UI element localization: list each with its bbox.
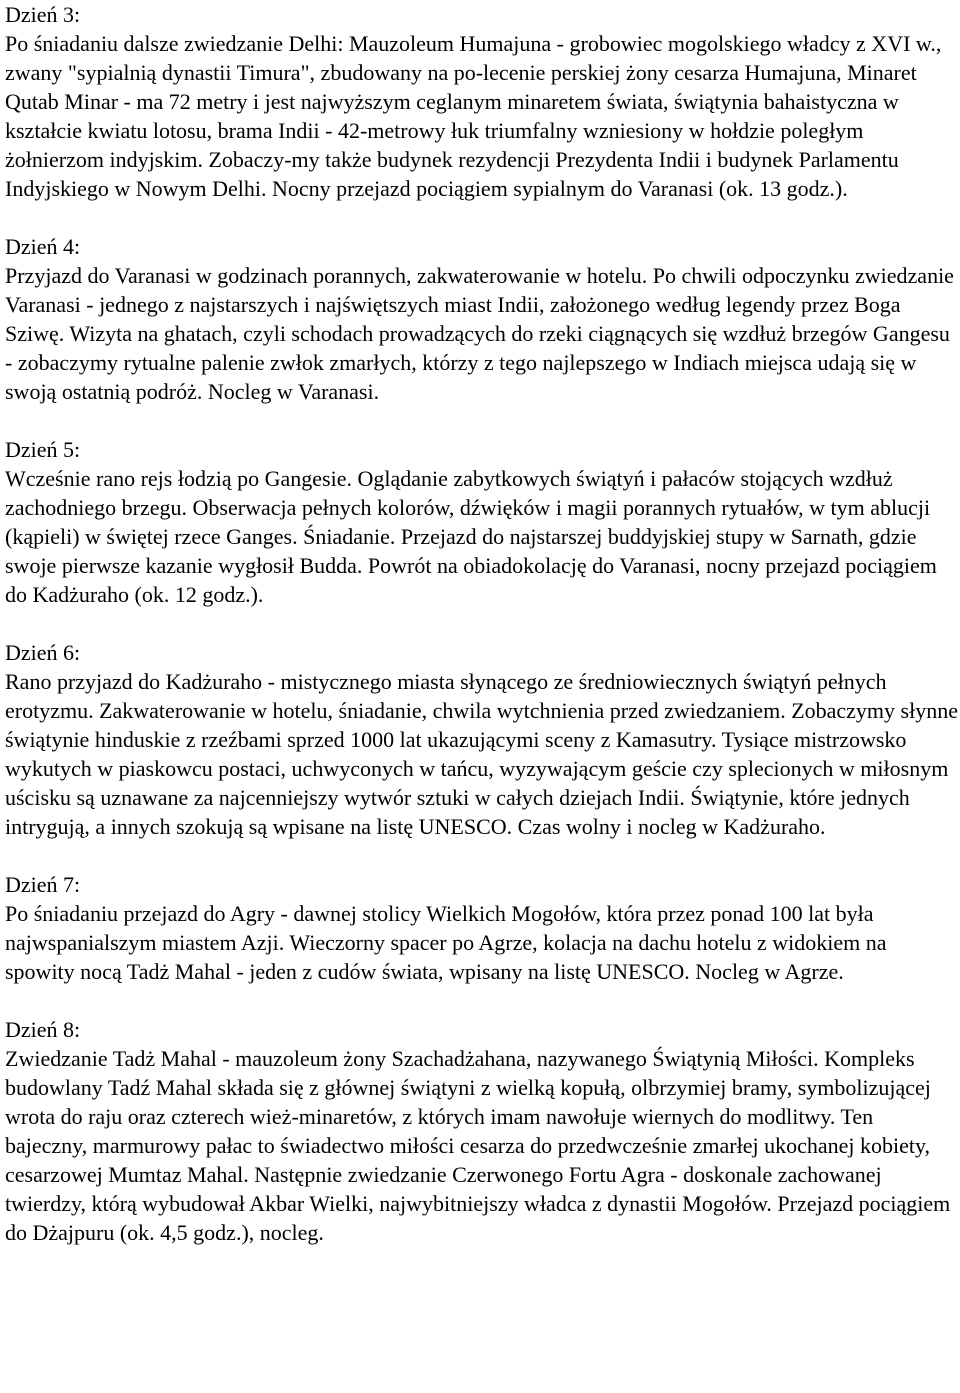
day-description: Przyjazd do Varanasi w godzinach porannych, zakwaterowanie w hotelu. Po chwili odpoczynku zwiedzanie Varanasi - jednego z najstarszych i najświętszych miast Indii, założonego według legendy przez Boga Sziwę. Wizyta na ghatach, czyli schodach prowadzących do rzeki ciągnących się wzdłuż brzegów Gangesu - zobaczymy rytualne palenie zwłok zmarłych, którzy z tego najlepszego w Indiach miejsca udają się w swoją ostatnią podróż. Nocleg w Varanasi. — [5, 263, 954, 404]
day-8-section — [5, 1015, 960, 1247]
day-heading: Dzień 4: — [5, 234, 81, 259]
day-description: Rano przyjazd do Kadżuraho - mistycznego miasta słynącego ze średniowiecznych świątyń pełnych erotyzmu. Zakwaterowanie w hotelu, śniadanie, chwila wytchnienia przed zwiedzaniem. Zobaczymy słynne świątynie hinduskie z rzeźbami sprzed 1000 lat ukazującymi sceny z Kamasutry. Tysiące mistrzowsko wykutych w piaskowcu postaci, uchwyconych w tańcu, wyzywającym geście czy splecionych w miłosnym uścisku są uznawane za najcenniejszy wytwór sztuki w całych dziejach Indii. Świątynie, które jednych intrygują, a innych szokują są wpisane na listę UNESCO. Czas wolny i nocleg w Kadżuraho. — [5, 669, 958, 839]
day-heading: Dzień 6: — [5, 640, 81, 665]
day-description: Wcześnie rano rejs łodzią po Gangesie. Oglądanie zabytkowych świątyń i pałaców stojących wzdłuż zachodniego brzegu. Obserwacja pełnych kolorów, dźwięków i magii porannych rytuałów, w tym ablucji (kąpieli) w świętej rzece Ganges. Śniadanie. Przejazd do najstarszej buddyjskiej stupy w Sarnath, gdzie swoje pierwsze kazanie wygłosił Budda. Powrót na obiadokolację do Varanasi, nocny przejazd pociągiem do Kadżuraho (ok. 12 godz.). — [5, 466, 937, 607]
day-4-section — [5, 232, 960, 406]
day-5-section — [5, 435, 960, 609]
day-heading: Dzień 5: — [5, 437, 81, 462]
day-7-section — [5, 870, 960, 986]
day-heading: Dzień 8: — [5, 1017, 81, 1042]
day-description: Po śniadaniu przejazd do Agry - dawnej stolicy Wielkich Mogołów, która przez ponad 100 lat była najwspanialszym miastem Azji. Wieczorny spacer po Agrze, kolacja na dachu hotelu z widokiem na spowity nocą Tadż Mahal - jeden z cudów świata, wpisany na listę UNESCO. Nocleg w Agrze. — [5, 901, 887, 984]
day-3-section — [5, 0, 960, 203]
day-6-section — [5, 638, 960, 841]
day-heading: Dzień 7: — [5, 872, 81, 897]
document-body — [5, 0, 960, 1276]
day-heading: Dzień 3: — [5, 2, 81, 27]
day-description: Po śniadaniu dalsze zwiedzanie Delhi: Mauzoleum Humajuna - grobowiec mogolskiego władcy z XVI w., zwany "sypialnią dynastii Timura", zbudowany na po-lecenie perskiej żony cesarza Humajuna, Minaret Qutab Minar - ma 72 metry i jest najwyższym ceglanym minaretem świata, świątynia bahaistyczna w kształcie kwiatu lotosu, brama Indii - 42-metrowy łuk triumfalny wzniesiony w hołdzie poległym żołnierzom indyjskim. Zobaczy-my także budynek rezydencji Prezydenta Indii i budynek Parlamentu Indyjskiego w Nowym Delhi. Nocny przejazd pociągiem sypialnym do Varanasi (ok. 13 godz.). — [5, 31, 942, 201]
day-description: Zwiedzanie Tadż Mahal - mauzoleum żony Szachadżahana, nazywanego Świątynią Miłości. Kompleks budowlany Tadź Mahal składa się z głównej świątyni z wielką kopułą, olbrzymiej bramy, symbolizującej wrota do raju oraz czterech wież-minaretów, z których imam nawołuje wiernych do modlitwy. Ten bajeczny, marmurowy pałac to świadectwo miłości cesarza do przedwcześnie zmarłej ukochanej kobiety, cesarzowej Mumtaz Mahal. Następnie zwiedzanie Czerwonego Fortu Agra - doskonale zachowanej twierdzy, którą wybudował Akbar Wielki, najwybitniejszy władca z dynastii Mogołów. Przejazd pociągiem do Dżajpuru (ok. 4,5 godz.), nocleg. — [5, 1046, 951, 1245]
